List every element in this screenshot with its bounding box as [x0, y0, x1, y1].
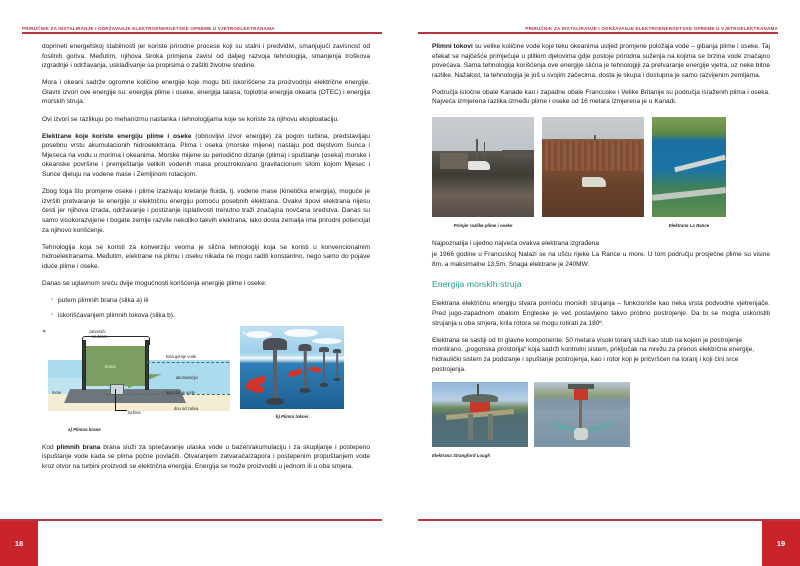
paragraph-5: Zbog toga što promjene oseke i plime izazivaju kretanje fluida, tj. vodene mase (kinetička energija), moguće je izvršiti pretvaranje te energije u električnu energiju pomoću posebnih elektrana. Ovakvi tipovi elektrana nijesu česti jer njihova izrada, održavanje i postizanje isplativosti trenutno traži značajna novčana sredstva. Danas su samo visokorazvijene i bogate zemlje razvile nekoliko takvih elektrana, iako dosta zemalja ima prirodni potencijal za njihovo korišćenje. [42, 188, 370, 234]
label-upper-water-level: kota gornje vode [166, 354, 197, 360]
photo-strangford-underwater [534, 382, 630, 447]
paragraph-2: Područja istočne obale Kanade kao i zapadne obale Francuske i Velike Britanije su područja israženih plima i oseka. Najveća izmjerena razlika između plime i oseke od 16 metara izmjerena je u Kanadi. [432, 88, 770, 106]
paragraph-8-bold: plimnih brana [56, 443, 101, 451]
photo-detail-mast [484, 142, 485, 160]
paragraph-8-rest: brana služi za sprečavanje ulaska vode u bazen/akumulaciju i za skupljanje i postepeno ispuštanje vode kada se plima počne povlačiti. Otvaranjem zatvarača/zapora i postepenim propuštanjem vode kroz otvor na turbini proizvodi se električna energija. Energija se može proizvoditi u jednom ili u oba smjera. [42, 443, 370, 470]
photo-detail-nacelle [568, 384, 594, 389]
turbine-mast [336, 352, 338, 380]
header-rule [418, 32, 778, 34]
photo-detail-boat [582, 177, 606, 187]
photo-detail-barrage [674, 155, 726, 172]
photo-detail-mast [579, 399, 582, 431]
paragraph-1: doprineti energetskoj stabilnosti jer koriste prirodne procese koji su stalni i predvidivi, smanjujući zavisnost od fosilnih goriva. Međutim, njihova široka primjena zavisi od daljeg razvoja tehnologija, smanjenja troškova izgradnje i održavanja, usklađivanje sa propisima o zaštiti životne sredine. [42, 43, 370, 70]
paragraph-1-lead: Plimni tokovi [432, 43, 473, 50]
turbine-mast [273, 349, 277, 401]
paragraph-8-pre: Kod [42, 443, 57, 451]
figure-tide-high [432, 117, 534, 231]
label-bay-bottom: dno od zaliva [174, 406, 199, 412]
paragraph-4-lead: Elektrane koje koriste energiju plime i oseke [42, 132, 192, 140]
diagram-turbine-leader [115, 389, 116, 411]
label-reservoir: akumulacija [176, 375, 198, 381]
figure-a-caption: a) Plimna brana [68, 427, 101, 433]
label-dam: brana [105, 364, 116, 370]
photo-detail-nacelle [462, 394, 498, 402]
figure-strangford-a [432, 382, 528, 461]
figure-b-caption: b) Plimni tokovi [275, 414, 309, 420]
list-item: · putem plimnih brana (slika a) ili [52, 296, 370, 306]
photo-detail-breakwater [502, 150, 534, 158]
footer-rule-right [418, 519, 800, 521]
photo-row-tides [432, 117, 770, 231]
figure-la-rance-caption: Elektrana La Rance [668, 223, 710, 229]
paragraph-3: Ovi izvori se razlikuju po mehanizmu nastanka i tehnologijama koje se koriste za njihovu eksploataciju. [42, 115, 339, 123]
photo-tidal-streams [240, 326, 344, 409]
label-gates-line1: zatvarači [89, 329, 106, 335]
diagram-gate-right [145, 340, 149, 390]
figure-tide-caption: Primjer razlike plime i oseke [453, 223, 513, 229]
turbine-quaternary [332, 349, 342, 389]
photo-high-tide [432, 117, 534, 217]
list-item: · iskorišćavanjem plimnih tokova (slika b). [52, 311, 370, 321]
photo-detail-mast [476, 139, 478, 161]
photo-detail-mast [477, 384, 479, 396]
photo-low-tide [542, 117, 644, 217]
figure-b-corner-label: b. [243, 330, 247, 336]
paragraph-2: Mora i okeani sadrže ogromne količine energije koje mogu biti iskorišćene za proizvodnju električne energije. Glavni izvori ove energije su: energija plime i oseke, energija talasa, toplotna energija okeana (OTEC) i energija morskih struja. [42, 79, 370, 106]
photo-detail-hub [574, 428, 588, 440]
paragraph-3-line1: Najpoznatija i ujedno najveća ovakva elektrana izgrađena [432, 239, 600, 247]
paragraph-8 [42, 443, 370, 472]
page-number-left: 18 [0, 521, 38, 566]
paragraph-3-line2: je 1966 godine u Francuskoj Nalazi se na ušću rijeke La Rance u more. U tom području prosječne plime su visine 8m, a maksimalne 13,5m. Snaga elektrane je 240MW. [432, 251, 770, 268]
diagram-upper-level-dashes [147, 362, 229, 363]
photo-detail-boat [468, 161, 490, 170]
turbine-base [320, 383, 329, 387]
turbine-mast [304, 350, 307, 390]
right-page-content [432, 42, 770, 465]
figure-tidal-barrage [42, 326, 230, 435]
label-lower-water-level: kota donje vode [166, 390, 195, 396]
running-header-left [22, 18, 382, 34]
cloud-shape [284, 329, 318, 337]
figure-a-corner-label: a. [43, 328, 47, 334]
cloud-shape [246, 331, 272, 338]
paragraph-1-body: su velike količine vode koje teku okeanima usljed promjene položaja vode – gibanja plime i oseke. Taj efekat se najčešće primjećuje u plitkim djelovima gdje postoje prirodna suženja na kojima se brzina vode značajno povećava. Sama tehnologija korišćenja ove energije slična je tehnologiji za pretvaranje energije vjetra, uz neke bitne razlike. Nažalost, ta tehnologija je još u svojim začecima, dosta je skupa i dostupna je samo razvijenim zemljama. [432, 43, 770, 79]
figure-tide-low [542, 117, 644, 221]
left-page-content [42, 42, 370, 479]
label-sea: more [52, 390, 62, 396]
diagram-gate-left [82, 340, 86, 390]
diagram-turbine-leader-tick [115, 410, 127, 411]
tidal-options-list [42, 296, 370, 320]
photo-la-rance [652, 117, 726, 217]
turbine-base [266, 398, 284, 405]
photo-row-strangford [432, 382, 770, 461]
cloud-shape [312, 338, 342, 344]
figure-la-rance [652, 117, 726, 231]
paragraph-6: Tehnologija koja se koristi za konverziju veoma je slična tehnologiji koja se koristi u konvencionalnim hidroelektranama. Međutim, elektrane na plimu i oseku nikada ne mogu raditi konstantno, nego samo do pojave iduće plime i oseke. [42, 243, 370, 270]
turbine-base [334, 378, 341, 381]
photo-detail-wall [542, 141, 644, 171]
footer-rule-left [0, 519, 382, 521]
figure-strangford-b [534, 382, 630, 447]
diagram-tidal-barrage [42, 326, 230, 422]
running-header-right [418, 18, 778, 34]
running-header-text: PRIRUČNIK ZA INSTALIRANJE I ODRŽAVANJE ELEKTROENERGETSKE OPREME U VJETROELEKTRANAMA [22, 26, 275, 31]
paragraph-7: Danas se uglavnom sreću dvije mogućnosti korišćenja energije plime i oseke: [42, 279, 267, 287]
page-number-right: 19 [762, 521, 800, 566]
label-turbine: turbina [128, 410, 141, 416]
turbine-base [300, 388, 311, 393]
photo-detail-leg [468, 414, 473, 440]
section-heading-sea-currents: Energija morskih struja [432, 279, 522, 290]
figures-row [42, 326, 370, 435]
paragraph-4: Elektrana električnu energiju stvara pomoću morskih strujanja – funkcioniše kao neka vrsta podvodne vjetrenjače. Pred jugo-zapadnom obalom Engleske je već postavljeno takvo probno postrojenje. Da bi se mogla uskoristiti strujanja u oba smjera, krila rotora se mogu rotirati za 180º. [432, 300, 770, 327]
page-right [400, 0, 800, 566]
figure-strangford-caption: Elektrana Strangford Lough [432, 453, 491, 459]
figure-tidal-streams [240, 326, 344, 422]
photo-detail-leg [488, 414, 493, 440]
paragraph-4-body: (obnovljivi izvor energije) za pogon turbina, predstavljaju posebnu vrstu akumulacionih hidroelektrana. Plima i oseka (morske mijene) nastaju pod dejstvom Sunca i Mjeseca na vodu u morima i okeanima. Morske mijene su periodično dizanje (plima) i spuštanje (oseka) morske i okeanske površine i premještanje velikih vodenih masa prouzrokovano gravitacionom silom kojom Mjesec i Sunce djeluju na vodene mase i Zemljinom rotacijom. [42, 132, 370, 179]
photo-detail-road [652, 187, 726, 201]
turbine-mast [323, 351, 325, 385]
photo-strangford-platform [432, 382, 528, 447]
running-header-text: PRIRUČNIK ZA INSTALIRANJE I ODRŽAVANJE ELEKTROENERGETSKE OPREME U VJETROELEKTRANAMA [525, 26, 778, 31]
label-gates-line2: na brani [92, 334, 107, 340]
photo-detail-shed [440, 153, 468, 169]
paragraph-5: Elektrana se sastiji od tri glavne komponente: 50 metara visoki toranj služi kao stub na kojem je postrojenje montirano, „pogonska prostorija“ koja sadrži kontrolni sistem, priključak na mrežu za prenos električne energije, hidraulički sistem za podizanje i spuštanje postrojenja, kao i rotor koji je pričvršćen na toranj i koji čini srce postrojenja. [432, 336, 755, 373]
paragraph-4 [42, 132, 370, 180]
paragraph-1 [432, 42, 770, 80]
turbine-primary [262, 338, 288, 406]
header-rule [22, 32, 382, 34]
